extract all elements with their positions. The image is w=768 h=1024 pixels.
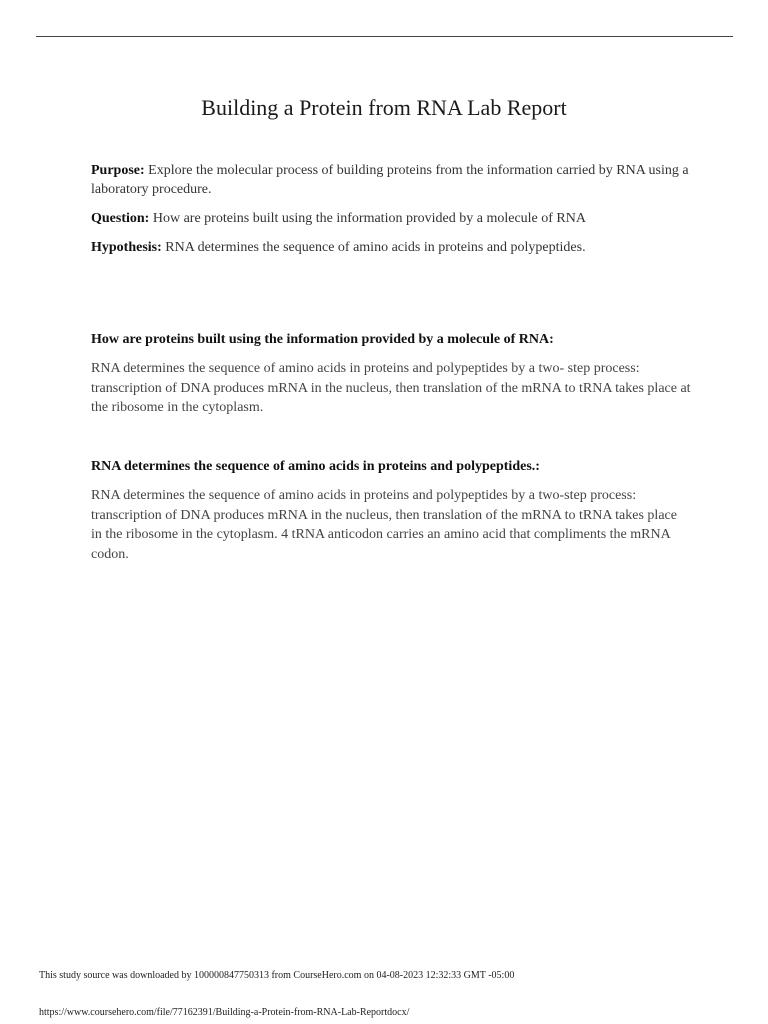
document-title: Building a Protein from RNA Lab Report [201,95,567,120]
hypothesis-field [91,238,691,257]
document-header-fields [91,161,691,267]
question-label: Question: [91,211,150,226]
section-body: RNA determines the sequence of amino acids in proteins and polypeptides by a two-step process: transcription of DNA produces mRNA in the nucleus, then translation of the mRNA to tRNA takes place in the ribosome in the cytoplasm. 4 tRNA anticodon carries an amino acid that compliments the mRNA codon. [91,488,677,562]
question-field [91,209,691,228]
hypothesis-label: Hypothesis: [91,240,162,255]
section-body: RNA determines the sequence of amino acids in proteins and polypeptides by a two- step process: transcription of DNA produces mRNA in the nucleus, then translation of the mRNA to tRNA takes place at the ribosome in the cytoplasm. [91,361,691,415]
purpose-label: Purpose: [91,163,145,178]
section-heading: RNA determines the sequence of amino acids in proteins and polypeptides.: [91,459,540,474]
download-source-note: This study source was downloaded by 100000847750313 from CourseHero.com on 04-08-2023 12:32:33 GMT -05:00 [39,970,515,981]
section-how-proteins-built [91,330,691,418]
section-rna-determines-sequence [91,457,691,564]
top-divider [36,36,733,37]
hypothesis-text: RNA determines the sequence of amino acids in proteins and polypeptides. [165,240,586,255]
question-text: How are proteins built using the information provided by a molecule of RNA [152,211,586,226]
section-heading: How are proteins built using the information provided by a molecule of RNA: [91,332,554,347]
purpose-text: Explore the molecular process of building proteins from the information carried by RNA using a laboratory procedure. [91,163,689,197]
purpose-field [91,161,691,199]
source-url[interactable]: https://www.coursehero.com/file/77162391/Building-a-Protein-from-RNA-Lab-Reportdocx/ [39,1007,410,1018]
